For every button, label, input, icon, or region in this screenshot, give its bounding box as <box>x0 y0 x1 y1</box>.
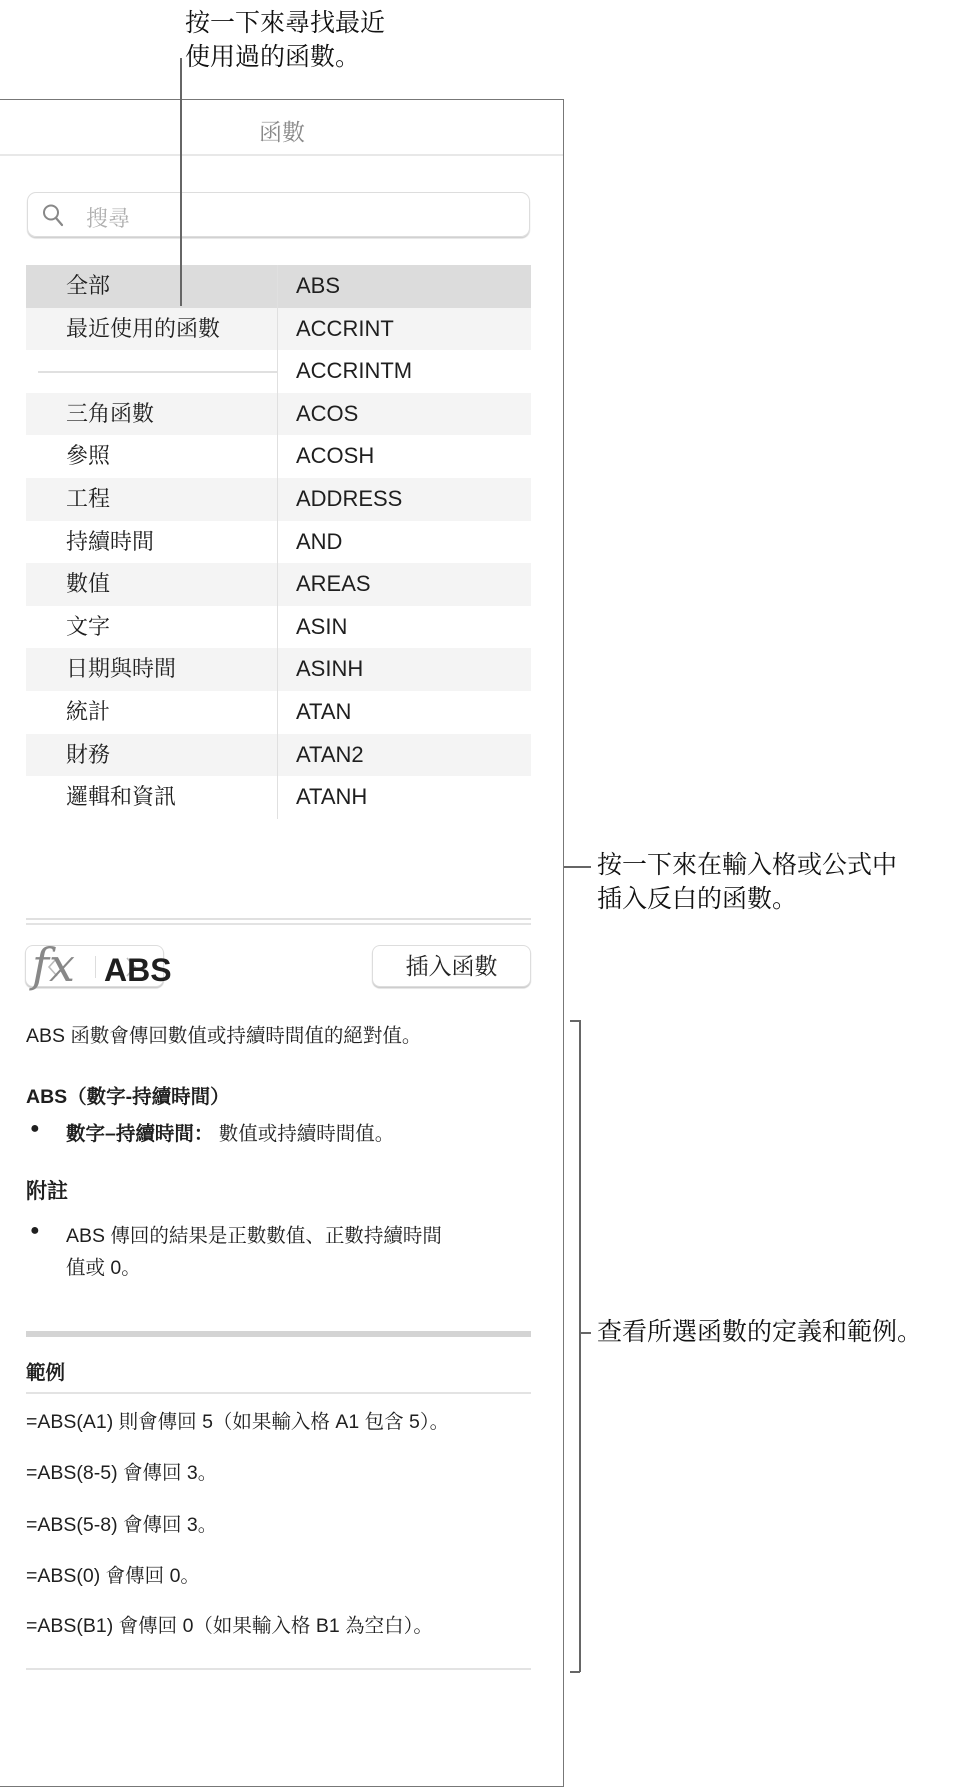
category-item[interactable]: 文字 <box>26 606 278 649</box>
examples-divider <box>26 1331 531 1337</box>
separator-line <box>38 371 277 373</box>
function-item[interactable]: ASIN <box>296 613 348 639</box>
category-item[interactable]: 日期與時間 <box>26 648 278 691</box>
function-item[interactable]: ADDRESS <box>296 485 403 511</box>
argument-description: 數值或持續時間值。 <box>213 1123 395 1145</box>
category-item[interactable]: 工程 <box>26 478 278 521</box>
callout-recent-leader <box>180 58 182 306</box>
category-item[interactable]: 數值 <box>26 563 278 606</box>
example-item: =ABS(0) 會傳回 0。 <box>26 1565 200 1587</box>
function-browser <box>26 265 531 819</box>
category-item[interactable]: 邏輯和資訊 <box>26 776 278 819</box>
table-row <box>26 648 531 691</box>
notes-heading: 附註 <box>26 1180 68 1203</box>
function-item[interactable]: AREAS <box>296 571 371 597</box>
search-placeholder: 搜尋 <box>86 206 131 231</box>
callout-details: 查看所選函數的定義和範例。 <box>597 1318 923 1346</box>
nav-divider <box>95 956 96 978</box>
example-item: =ABS(8-5) 會傳回 3。 <box>26 1462 218 1484</box>
function-description: ABS 函數會傳回數值或持續時間值的絕對值。 <box>26 1025 422 1047</box>
category-item[interactable]: 統計 <box>26 691 278 734</box>
note-line-2: 值或 0。 <box>66 1257 141 1279</box>
example-item: =ABS(B1) 會傳回 0（如果輸入格 B1 為空白）。 <box>26 1615 433 1637</box>
fx-icon: fx <box>32 938 75 992</box>
table-row <box>26 606 531 649</box>
functions-panel <box>0 99 564 1787</box>
callout-recent <box>185 6 385 74</box>
table-bottom-border <box>26 918 531 920</box>
table-row <box>26 776 531 819</box>
category-item[interactable]: 持續時間 <box>26 521 278 564</box>
function-item[interactable]: ATANH <box>296 784 368 810</box>
detail-divider <box>26 923 531 925</box>
search-input[interactable] <box>27 192 530 237</box>
function-item[interactable]: ACOS <box>296 400 359 426</box>
bracket-bottom <box>570 1671 580 1673</box>
category-item[interactable]: 最近使用的函數 <box>26 308 278 351</box>
argument-item <box>66 1118 394 1146</box>
examples-heading: 範例 <box>26 1362 66 1384</box>
function-item[interactable]: AND <box>296 528 343 554</box>
function-item[interactable]: ATAN <box>296 698 352 724</box>
function-name: ABS <box>104 952 172 988</box>
callout-insert-line2: 插入反白的函數。 <box>597 885 798 913</box>
callout-insert-line1: 按一下來在輸入格或公式中 <box>597 851 898 879</box>
table-row <box>26 478 531 521</box>
table-row <box>26 308 531 351</box>
bullet-icon: ● <box>30 1120 40 1137</box>
examples-heading-divider <box>26 1392 531 1394</box>
table-row <box>26 265 531 308</box>
argument-name: 數字–持續時間： <box>66 1123 214 1145</box>
function-item[interactable]: ACCRINT <box>296 315 394 341</box>
category-item[interactable]: 三角函數 <box>26 393 278 436</box>
function-item[interactable]: ASINH <box>296 656 364 682</box>
table-row <box>26 734 531 777</box>
examples-bottom-divider <box>26 1668 531 1670</box>
function-item[interactable]: ATAN2 <box>296 741 364 767</box>
table-row <box>26 435 531 478</box>
function-syntax: ABS（數字-持續時間） <box>26 1086 230 1108</box>
header-divider <box>0 154 563 156</box>
category-separator <box>26 350 278 393</box>
example-item: =ABS(A1) 則會傳回 5（如果輸入格 A1 包含 5）。 <box>26 1411 450 1433</box>
table-row <box>26 350 531 393</box>
insert-function-button[interactable]: 插入函數 <box>372 945 531 987</box>
table-row <box>26 393 531 436</box>
bracket-top <box>570 1020 580 1022</box>
table-row <box>26 521 531 564</box>
callout-recent-line2: 使用過的函數。 <box>185 43 361 71</box>
function-item[interactable]: ABS <box>296 273 341 298</box>
panel-title: 函數 <box>259 119 305 145</box>
callout-recent-line1: 按一下來尋找最近 <box>185 9 386 37</box>
callout-insert <box>597 848 897 916</box>
note-line-1: ABS 傳回的結果是正數數值、正數持續時間 <box>66 1225 442 1247</box>
search-icon <box>42 203 64 227</box>
category-item[interactable]: 參照 <box>26 435 278 478</box>
example-item: =ABS(5-8) 會傳回 3。 <box>26 1514 218 1536</box>
bracket-tick <box>579 1332 591 1334</box>
table-row <box>26 691 531 734</box>
function-item[interactable]: ACCRINTM <box>296 358 413 384</box>
function-item[interactable]: ACOSH <box>296 443 375 469</box>
category-item[interactable]: 財務 <box>26 734 278 777</box>
bullet-icon: ● <box>30 1222 40 1239</box>
callout-details-bracket <box>579 1020 581 1672</box>
category-item[interactable]: 全部 <box>26 265 278 308</box>
table-row <box>26 563 531 606</box>
